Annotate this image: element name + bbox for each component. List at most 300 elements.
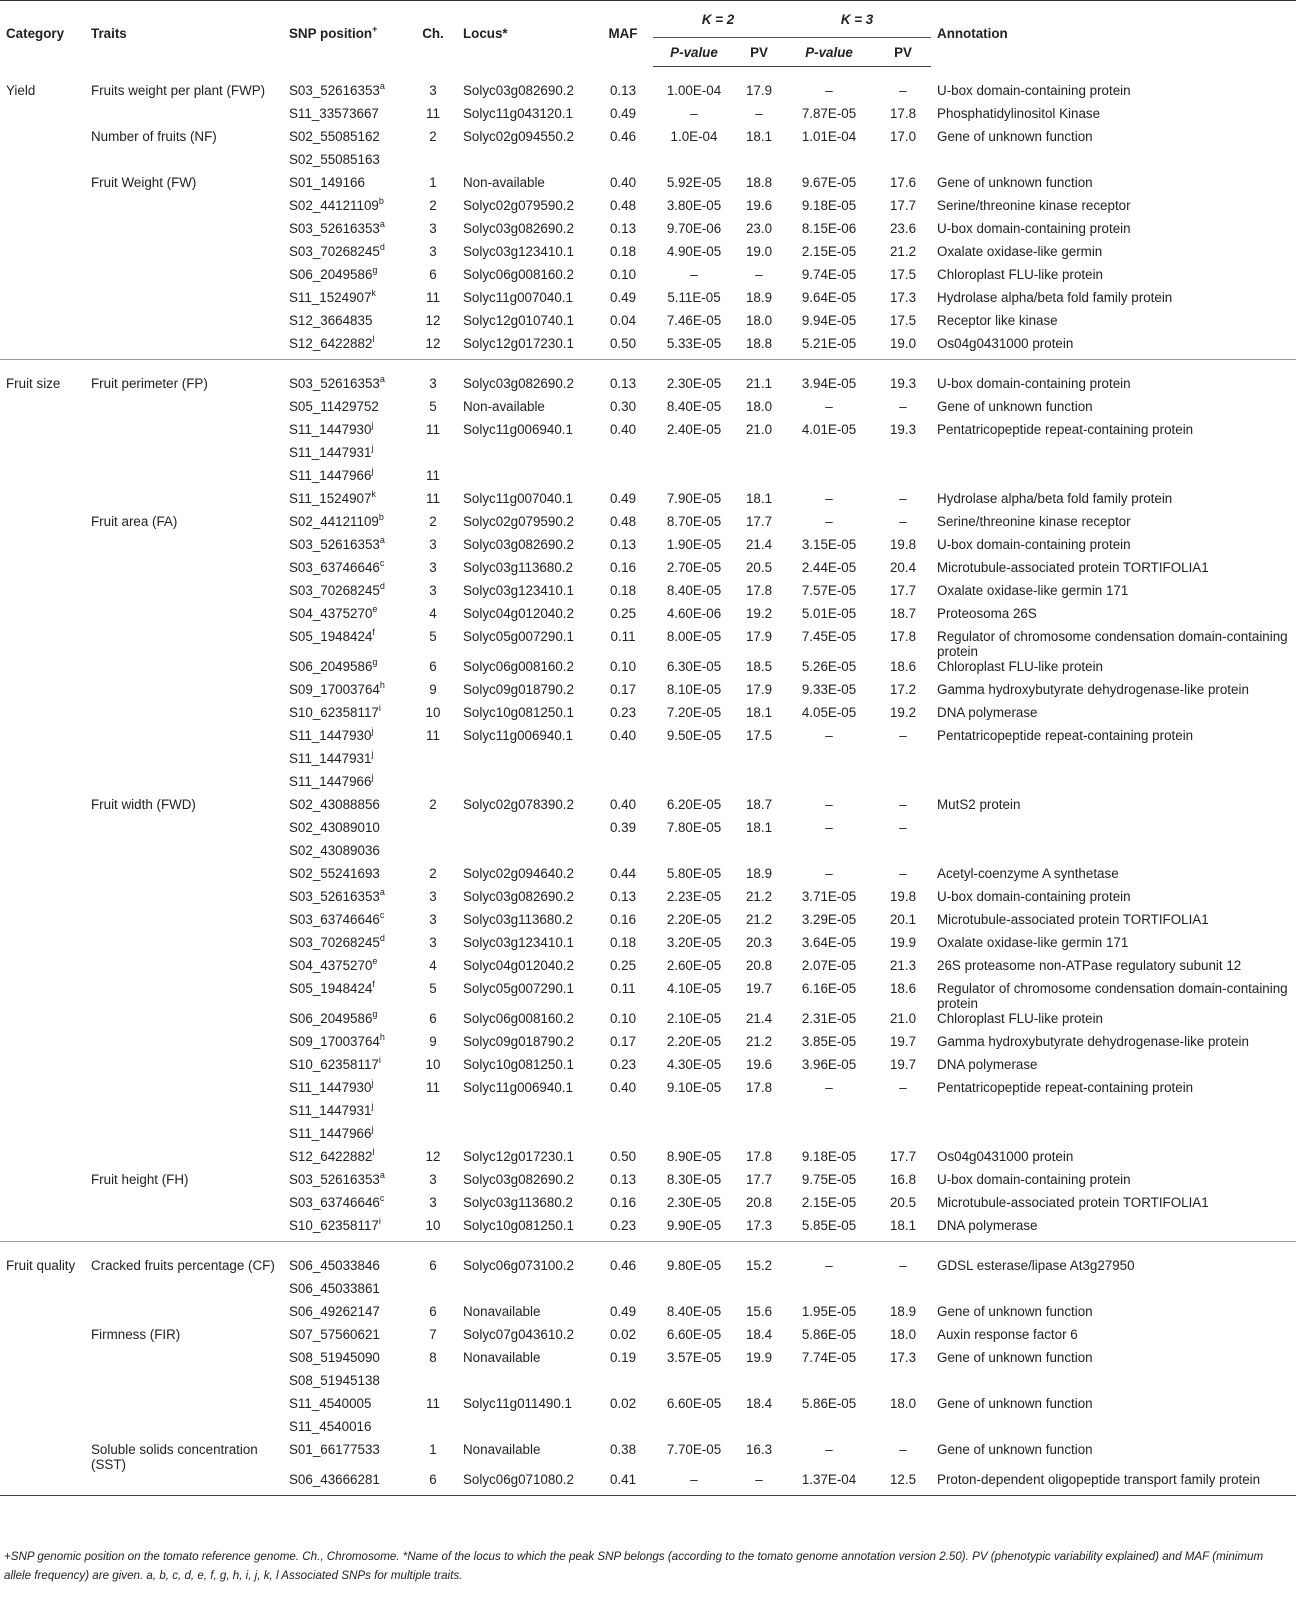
- snp-footnote-marker: i: [378, 703, 381, 713]
- cell-annotation: Chloroplast FLU-like protein: [937, 659, 1103, 674]
- table-row: [0, 1396, 1296, 1419]
- cell-chromosome: 8: [429, 1350, 437, 1365]
- cell-k3-pv: 18.1: [889, 1218, 917, 1233]
- cell-category: [0, 1396, 85, 1419]
- header-k2-pvalue: P-value: [653, 38, 735, 67]
- cell-k3-pv: –: [899, 797, 907, 812]
- cell-k3-pv: 20.4: [889, 560, 917, 575]
- cell-locus: [457, 820, 593, 843]
- cell-maf: [593, 1126, 653, 1149]
- cell-k2-pvalue: 8.30E-05: [666, 1172, 722, 1187]
- cell-trait: Soluble solids concentration (SST): [91, 1442, 258, 1472]
- cell-annotation: U-box domain-containing protein: [937, 83, 1131, 98]
- cell-k2-pv: 18.5: [745, 659, 773, 674]
- cell-k3-pvalue: 9.33E-05: [801, 682, 857, 697]
- cell-maf: 0.23: [609, 705, 637, 720]
- cell-snp-position: S03_52616353$^a$: [289, 219, 385, 236]
- cell-k3-pv: 17.7: [889, 198, 917, 213]
- cell-snp-position: S03_52616353$^a$: [289, 81, 385, 98]
- header-category: Category: [6, 26, 65, 42]
- cell-snp-position: S06_45033846: [289, 1258, 380, 1273]
- cell-locus: Solyc05g007290.1: [463, 629, 574, 644]
- cell-snp-position: S02_44121109$^b$: [289, 512, 384, 529]
- cell-trait: Fruit perimeter (FP): [91, 376, 208, 391]
- snp-footnote-marker: l: [372, 1147, 375, 1157]
- cell-k3-pv: 17.7: [889, 1149, 917, 1164]
- cell-k2-pvalue: 2.20E-05: [666, 1034, 722, 1049]
- table-row: [0, 981, 1296, 1011]
- cell-category: [0, 1281, 85, 1304]
- cell-trait: [85, 1080, 283, 1103]
- cell-k3-pvalue: [783, 468, 875, 491]
- cell-maf: 0.30: [609, 399, 637, 414]
- cell-trait: [85, 1281, 283, 1304]
- cell-k2-pv: 23.0: [745, 221, 773, 236]
- cell-k3-pvalue: [783, 843, 875, 866]
- cell-chromosome: 2: [429, 797, 437, 812]
- cell-k3-pvalue: 6.16E-05: [801, 981, 857, 996]
- cell-maf: 0.18: [609, 935, 637, 950]
- cell-k2-pvalue: 7.20E-05: [666, 705, 722, 720]
- cell-k3-pv: 20.1: [889, 912, 917, 927]
- cell-chromosome: 9: [429, 682, 437, 697]
- cell-annotation: [931, 774, 1296, 797]
- cell-annotation: U-box domain-containing protein: [937, 1172, 1131, 1187]
- cell-k2-pv: –: [755, 106, 763, 121]
- cell-chromosome: 1: [429, 1442, 437, 1457]
- cell-snp-position: S09_17003764$^h$: [289, 1032, 385, 1049]
- cell-k2-pv: 20.3: [745, 935, 773, 950]
- cell-chromosome: 3: [429, 537, 437, 552]
- cell-locus: Solyc02g079590.2: [463, 514, 574, 529]
- cell-k2-pv: 18.4: [745, 1327, 773, 1342]
- cell-annotation: [931, 445, 1296, 468]
- cell-k3-pvalue: [783, 1126, 875, 1149]
- snp-footnote-marker: h: [379, 1032, 385, 1042]
- cell-annotation: 26S proteasome non-ATPase regulatory subunit 12: [937, 958, 1242, 973]
- cell-k3-pvalue: –: [825, 1442, 833, 1457]
- cell-k3-pvalue: 5.86E-05: [801, 1327, 857, 1342]
- cell-k3-pvalue: 3.96E-05: [801, 1057, 857, 1072]
- cell-snp-position: S03_63746646$^c$: [289, 558, 385, 575]
- cell-snp-position: S11_4540016: [289, 1419, 372, 1434]
- cell-trait: Fruit width (FWD): [91, 797, 196, 812]
- cell-k2-pv: 18.7: [745, 797, 773, 812]
- snp-footnote-marker: c: [379, 1193, 385, 1203]
- cell-k3-pvalue: 1.01E-04: [801, 129, 857, 144]
- cell-k2-pv: 17.7: [745, 1172, 773, 1187]
- cell-maf: 0.48: [609, 198, 637, 213]
- cell-k3-pvalue: 5.21E-05: [801, 336, 857, 351]
- cell-locus: [457, 1126, 593, 1149]
- cell-k2-pvalue: 5.92E-05: [666, 175, 722, 190]
- cell-k2-pvalue: [653, 468, 735, 491]
- cell-locus: [457, 774, 593, 797]
- cell-annotation: Hydrolase alpha/beta fold family protein: [937, 290, 1173, 305]
- cell-category: [0, 290, 85, 313]
- cell-k3-pv: 21.2: [889, 244, 917, 259]
- cell-trait: [85, 445, 283, 468]
- table-row: [0, 129, 1296, 152]
- cell-k3-pvalue: 9.94E-05: [801, 313, 857, 328]
- cell-chromosome: 1: [429, 175, 437, 190]
- table-row: [0, 175, 1296, 198]
- cell-k2-pv: 18.9: [745, 866, 773, 881]
- cell-chromosome: 11: [426, 728, 440, 743]
- cell-k3-pvalue: 1.95E-05: [801, 1304, 857, 1319]
- cell-k3-pvalue: 5.85E-05: [801, 1218, 857, 1233]
- cell-annotation: Gamma hydroxybutyrate dehydrogenase-like protein: [937, 1034, 1249, 1049]
- cell-k2-pv: 16.3: [745, 1442, 773, 1457]
- cell-category: [0, 1350, 85, 1373]
- cell-trait: [85, 843, 283, 866]
- cell-category: [0, 152, 85, 175]
- cell-annotation: Oxalate oxidase-like germin 171: [937, 583, 1129, 598]
- cell-k2-pv: 17.9: [745, 83, 773, 98]
- cell-k3-pvalue: [783, 774, 875, 797]
- cell-locus: Solyc02g078390.2: [463, 797, 574, 812]
- cell-chromosome: 10: [425, 1057, 441, 1072]
- cell-chromosome: [409, 1373, 457, 1396]
- cell-k3-pv: [875, 843, 931, 866]
- cell-k3-pvalue: 3.71E-05: [801, 889, 857, 904]
- cell-chromosome: [409, 445, 457, 468]
- snp-footnote-marker: a: [379, 535, 385, 545]
- cell-trait: [85, 560, 283, 583]
- cell-chromosome: 3: [429, 221, 437, 236]
- table-row: [0, 843, 1296, 866]
- cell-k2-pv: [735, 1419, 783, 1442]
- cell-k2-pv: 18.9: [745, 290, 773, 305]
- cell-k3-pvalue: [783, 152, 875, 175]
- cell-snp-position: S10_62358117$^i$: [289, 703, 381, 720]
- cell-trait: [85, 1218, 283, 1242]
- cell-locus: Solyc04g012040.2: [463, 958, 574, 973]
- cell-category: [0, 1327, 85, 1350]
- cell-snp-position: S08_51945090: [289, 1350, 380, 1365]
- cell-trait: Firmness (FIR): [91, 1327, 181, 1342]
- cell-locus: Non-available: [463, 175, 545, 190]
- cell-locus: Non-available: [463, 399, 545, 414]
- cell-k2-pvalue: 8.00E-05: [666, 629, 722, 644]
- cell-maf: 0.13: [609, 83, 637, 98]
- table-row: [0, 1419, 1296, 1442]
- cell-trait: Fruit Weight (FW): [91, 175, 197, 190]
- cell-trait: [85, 1350, 283, 1373]
- cell-category: [0, 981, 85, 1011]
- cell-trait: [85, 866, 283, 889]
- cell-category: [0, 1172, 85, 1195]
- cell-annotation: Gene of unknown function: [937, 175, 1093, 190]
- cell-k3-pv: [875, 1281, 931, 1304]
- cell-k3-pv: [875, 1126, 931, 1149]
- cell-maf: 0.11: [610, 629, 636, 644]
- cell-maf: 0.40: [609, 797, 637, 812]
- cell-k2-pv: –: [755, 267, 763, 282]
- cell-annotation: DNA polymerase: [937, 705, 1038, 720]
- table-row: [0, 1080, 1296, 1103]
- cell-maf: 0.13: [609, 537, 637, 552]
- cell-chromosome: 2: [429, 129, 437, 144]
- cell-k2-pvalue: [653, 1103, 735, 1126]
- cell-chromosome: 3: [429, 376, 437, 391]
- cell-annotation: Microtubule-associated protein TORTIFOLIA1: [937, 560, 1209, 575]
- cell-k2-pv: 18.0: [745, 399, 773, 414]
- cell-snp-position: S02_55085162: [289, 129, 380, 144]
- snp-footnote-marker: e: [372, 956, 378, 966]
- cell-k2-pv: –: [735, 1472, 783, 1496]
- cell-k3-pv: –: [899, 866, 907, 881]
- header-k2-pv: PV: [735, 38, 783, 67]
- cell-k3-pvalue: –: [825, 1258, 833, 1273]
- cell-category: [0, 1057, 85, 1080]
- cell-k2-pvalue: [653, 445, 735, 468]
- cell-chromosome: 11: [426, 468, 440, 483]
- cell-maf: 0.18: [609, 244, 637, 259]
- cell-snp-position: S11_1447930$^j$: [289, 1078, 374, 1095]
- cell-trait: [85, 1472, 283, 1496]
- cell-annotation: Os04g0431000 protein: [937, 1149, 1074, 1164]
- cell-k2-pv: 18.8: [745, 336, 773, 351]
- cell-k3-pv: [875, 1373, 931, 1396]
- cell-k3-pv: [875, 468, 931, 491]
- cell-k3-pvalue: 7.57E-05: [801, 583, 857, 598]
- cell-annotation: GDSL esterase/lipase At3g27950: [937, 1258, 1135, 1273]
- cell-locus: [457, 445, 593, 468]
- cell-maf: 0.10: [609, 659, 637, 674]
- cell-k3-pvalue: –: [825, 83, 833, 98]
- cell-chromosome: 6: [429, 1304, 437, 1319]
- cell-category: [0, 1218, 85, 1242]
- cell-k2-pvalue: 8.10E-05: [666, 682, 722, 697]
- cell-locus: Solyc03g082690.2: [463, 221, 574, 236]
- cell-k2-pvalue: 2.70E-05: [666, 560, 722, 575]
- cell-category: [0, 129, 85, 152]
- cell-snp-position: S11_1524907$^k$: [289, 489, 376, 506]
- cell-chromosome: 3: [429, 1195, 437, 1210]
- cell-category: [0, 797, 85, 820]
- cell-category: [0, 1011, 85, 1034]
- cell-snp-position: S03_70268245$^d$: [289, 933, 385, 950]
- cell-category: [0, 1149, 85, 1172]
- table-row: [0, 682, 1296, 705]
- cell-annotation: [931, 152, 1296, 175]
- cell-k2-pvalue: 4.90E-05: [666, 244, 722, 259]
- cell-k2-pvalue: 2.23E-05: [666, 889, 722, 904]
- cell-trait: [85, 606, 283, 629]
- snp-footnote-marker: k: [371, 489, 376, 499]
- cell-chromosome: 6: [429, 267, 437, 282]
- cell-snp-position: S06_2049586$^g$: [289, 657, 378, 674]
- cell-k2-pv: 21.1: [745, 376, 773, 391]
- cell-locus: Solyc03g123410.1: [463, 935, 574, 950]
- cell-k2-pv: 15.2: [745, 1258, 773, 1273]
- cell-category: [0, 198, 85, 221]
- cell-snp-position: S03_52616353$^a$: [289, 535, 385, 552]
- cell-annotation: Proteosoma 26S: [937, 606, 1037, 621]
- cell-snp-position: S05_1948424$^f$: [289, 627, 375, 644]
- cell-chromosome: 4: [429, 958, 437, 973]
- cell-maf: 0.23: [609, 1057, 637, 1072]
- cell-category: [0, 1034, 85, 1057]
- cell-category: [0, 774, 85, 797]
- cell-maf: [593, 1103, 653, 1126]
- cell-k2-pv: 17.7: [745, 514, 773, 529]
- cell-category: [0, 866, 85, 889]
- cell-locus: Solyc10g081250.1: [463, 705, 574, 720]
- table-row: [0, 106, 1296, 129]
- cell-snp-position: S12_6422882$^l$: [289, 1147, 375, 1164]
- table-row: [0, 422, 1296, 445]
- cell-k3-pv: –: [899, 820, 907, 835]
- cell-category: [0, 1126, 85, 1149]
- cell-k2-pv: 20.8: [745, 958, 773, 973]
- cell-annotation: Pentatricopeptide repeat-containing protein: [937, 728, 1194, 743]
- cell-k2-pv: 18.1: [745, 820, 773, 835]
- cell-category: [0, 705, 85, 728]
- cell-chromosome: 5: [429, 981, 437, 996]
- cell-maf: [593, 468, 653, 491]
- cell-k3-pv: 21.0: [889, 1011, 917, 1026]
- cell-annotation: Serine/threonine kinase receptor: [937, 514, 1131, 529]
- cell-k3-pvalue: 9.64E-05: [801, 290, 857, 305]
- cell-k3-pv: 21.3: [889, 958, 917, 973]
- cell-maf: 0.13: [609, 221, 637, 236]
- cell-trait: Fruit area (FA): [91, 514, 178, 529]
- cell-trait: [85, 889, 283, 912]
- cell-chromosome: 2: [429, 514, 437, 529]
- cell-locus: Solyc03g082690.2: [463, 1172, 574, 1187]
- cell-locus: [457, 1281, 593, 1304]
- cell-trait: [85, 728, 283, 751]
- cell-chromosome: 11: [426, 290, 440, 305]
- cell-maf: 0.50: [609, 336, 637, 351]
- cell-k3-pv: –: [899, 399, 907, 414]
- cell-k3-pvalue: 3.85E-05: [801, 1034, 857, 1049]
- cell-k2-pvalue: 7.46E-05: [666, 313, 722, 328]
- cell-chromosome: 6: [429, 1011, 437, 1026]
- cell-k2-pvalue: 2.60E-05: [666, 958, 722, 973]
- cell-k3-pvalue: 1.37E-04: [783, 1472, 875, 1496]
- cell-k3-pvalue: [783, 1373, 875, 1396]
- cell-maf: [593, 1419, 653, 1442]
- cell-locus: Solyc11g006940.1: [463, 422, 573, 437]
- cell-chromosome: 11: [426, 1396, 440, 1411]
- cell-snp-position: S10_62358117$^i$: [289, 1216, 381, 1233]
- cell-trait: Fruits weight per plant (FWP): [91, 83, 266, 98]
- cell-maf: [593, 774, 653, 797]
- snp-footnote-marker: a: [379, 887, 385, 897]
- cell-k2-pvalue: 2.30E-05: [666, 1195, 722, 1210]
- cell-snp-position: S11_1447966$^j$: [289, 772, 374, 789]
- cell-category: [0, 1080, 85, 1103]
- snp-footnote-marker: f: [372, 627, 375, 637]
- cell-k2-pv: 21.4: [745, 1011, 773, 1026]
- table-row: [0, 1472, 1296, 1496]
- cell-k3-pv: [875, 774, 931, 797]
- cell-k3-pv: –: [899, 1080, 907, 1095]
- cell-snp-position: S03_52616353$^a$: [289, 374, 385, 391]
- cell-chromosome: 4: [429, 606, 437, 621]
- cell-trait: [85, 820, 283, 843]
- cell-snp-position: S11_33573667: [289, 106, 379, 121]
- cell-chromosome: 11: [426, 422, 440, 437]
- cell-locus: Solyc09g018790.2: [463, 1034, 574, 1049]
- cell-annotation: [931, 820, 1296, 843]
- snp-footnote-marker: f: [372, 979, 375, 989]
- cell-k3-pvalue: 3.94E-05: [801, 376, 857, 391]
- cell-category: [0, 244, 85, 267]
- cell-locus: Solyc06g008160.2: [463, 267, 574, 282]
- cell-k3-pv: 17.5: [889, 313, 917, 328]
- cell-k2-pv: 21.2: [745, 912, 773, 927]
- cell-k3-pv: 18.0: [889, 1327, 917, 1342]
- cell-maf: [593, 843, 653, 866]
- table-row: [0, 152, 1296, 175]
- cell-trait: [85, 106, 283, 129]
- cell-locus: Solyc03g082690.2: [463, 83, 574, 98]
- cell-k3-pv: –: [899, 1258, 907, 1273]
- cell-chromosome: 3: [429, 889, 437, 904]
- cell-k2-pvalue: [653, 1126, 735, 1149]
- cell-locus: Solyc03g082690.2: [463, 376, 574, 391]
- cell-maf: [593, 751, 653, 774]
- cell-category: [0, 1304, 85, 1327]
- snp-footnote-marker: j: [371, 443, 374, 453]
- cell-maf: 0.40: [609, 175, 637, 190]
- cell-k2-pvalue: –: [690, 106, 698, 121]
- cell-chromosome: [409, 1126, 457, 1149]
- cell-trait: [85, 1126, 283, 1149]
- section-spacer: [0, 360, 1296, 377]
- cell-k3-pvalue: [783, 1281, 875, 1304]
- cell-k2-pv: [735, 468, 783, 491]
- cell-k3-pv: 23.6: [889, 221, 917, 236]
- cell-chromosome: 3: [429, 583, 437, 598]
- cell-category: [0, 399, 85, 422]
- cell-locus: Solyc11g007040.1: [463, 491, 573, 506]
- cell-k2-pv: 19.6: [745, 1057, 773, 1072]
- cell-k3-pvalue: 7.87E-05: [801, 106, 857, 121]
- cell-k2-pvalue: [653, 1373, 735, 1396]
- cell-k3-pvalue: 2.07E-05: [801, 958, 857, 973]
- table-row: [0, 514, 1296, 537]
- cell-k2-pv: 19.6: [745, 198, 773, 213]
- cell-trait: [85, 682, 283, 705]
- cell-chromosome: 2: [429, 198, 437, 213]
- cell-maf: 0.17: [609, 1034, 637, 1049]
- cell-category: [0, 267, 85, 290]
- cell-chromosome: [409, 751, 457, 774]
- snp-footnote-marker: d: [379, 581, 385, 591]
- cell-category: [0, 221, 85, 244]
- cell-chromosome: 3: [429, 935, 437, 950]
- cell-snp-position: S02_55085163: [289, 152, 380, 167]
- cell-category: [0, 514, 85, 537]
- cell-snp-position: S01_149166: [289, 175, 365, 190]
- cell-category: [0, 629, 85, 659]
- cell-k3-pvalue: 7.74E-05: [801, 1350, 857, 1365]
- cell-maf: 0.46: [609, 1258, 637, 1273]
- cell-trait: [85, 1396, 283, 1419]
- cell-k2-pv: 19.9: [745, 1350, 773, 1365]
- table-row: [0, 290, 1296, 313]
- cell-trait: [85, 336, 283, 360]
- cell-maf: 0.50: [609, 1149, 637, 1164]
- cell-maf: 0.13: [609, 889, 637, 904]
- header-k3: K = 3: [783, 1, 931, 38]
- cell-maf: 0.25: [609, 958, 637, 973]
